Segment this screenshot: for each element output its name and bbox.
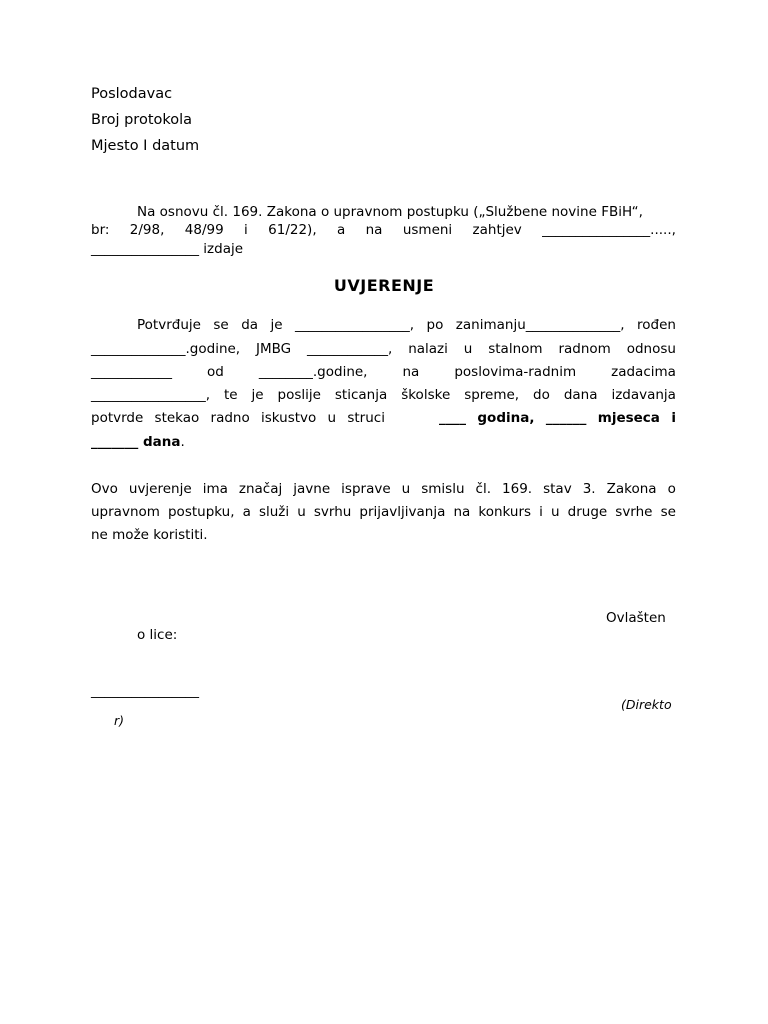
para2-word: a — [242, 504, 251, 520]
body-line-5a — [91, 409, 385, 427]
intro-word: 2/98, — [129, 222, 165, 238]
body-word: po — [426, 317, 444, 333]
signature-line: ________________ — [91, 683, 199, 699]
body-line-1 — [137, 316, 676, 334]
para2-word: javne — [293, 481, 331, 497]
para2-word: prijavljivanja — [359, 504, 446, 520]
body-word: u — [327, 410, 337, 426]
intro-word: zahtjev — [472, 222, 522, 238]
body-word: školske — [401, 387, 451, 403]
body-word: ______________.godine, — [91, 341, 241, 357]
body-word: i — [671, 410, 676, 426]
para2-word: uvjerenje — [128, 481, 192, 497]
director-label-b: r) — [114, 713, 125, 728]
para2-word: upravnom — [91, 504, 160, 520]
body-word: je — [251, 387, 264, 403]
body-word: do — [533, 387, 550, 403]
para2-word: u — [297, 504, 306, 520]
body-line-4 — [91, 386, 676, 404]
body-word: zadacima — [611, 364, 676, 380]
para2-line-2 — [91, 503, 676, 521]
body-line-5b — [439, 409, 676, 427]
para2-word: Ovo — [91, 481, 118, 497]
para2-word: ima — [202, 481, 228, 497]
body-word: se — [213, 317, 229, 333]
para2-line-1 — [91, 480, 676, 498]
body-word: poslovima-radnim — [454, 364, 577, 380]
place-date-label: Mjesto I datum — [91, 138, 200, 154]
para2-word: stav — [543, 481, 572, 497]
director-label-a: (Direkto — [621, 697, 672, 712]
intro-word: usmeni — [402, 222, 453, 238]
para2-word: u — [401, 481, 411, 497]
document-title: UVJERENJE — [333, 276, 435, 295]
intro-word: i — [244, 222, 248, 238]
para2-word: čl. — [475, 481, 492, 497]
protocol-number-label: Broj protokola — [91, 112, 193, 128]
intro-text: Na osnovu čl. 169. Zakona o upravnom postupku („Službene novine FBiH“, — [137, 204, 643, 220]
intro-line-1 — [137, 203, 676, 221]
body-word: nalazi — [408, 341, 448, 357]
para2-word: služi — [258, 504, 290, 520]
body-word: te — [223, 387, 238, 403]
body-word: rođen — [637, 317, 676, 333]
years-blank: ____ — [439, 410, 466, 426]
body-word: radno — [210, 410, 250, 426]
para2-word: i — [539, 504, 543, 520]
para2-word: značaj — [238, 481, 283, 497]
intro-word: br: — [91, 222, 110, 238]
body-word: spreme, — [464, 387, 520, 403]
para2-word: smislu — [421, 481, 465, 497]
body-word: ________.godine, — [258, 364, 368, 380]
body-word: na — [402, 364, 420, 380]
body-line-2 — [91, 340, 676, 358]
body-word: od — [207, 364, 224, 380]
intro-line-3: ________________ izdaje — [91, 241, 244, 257]
intro-word: a — [336, 222, 346, 238]
body-word: dana — [563, 387, 598, 403]
para2-word: Zakona — [606, 481, 657, 497]
para2-word: druge — [567, 504, 608, 520]
body-word: ____________ — [91, 364, 172, 380]
para2-word: u — [551, 504, 560, 520]
body-word: ____________, — [307, 341, 393, 357]
body-word: JMBG — [255, 341, 292, 357]
para2-word: isprave — [341, 481, 391, 497]
body-period: . — [180, 434, 185, 450]
intro-word: na — [365, 222, 383, 238]
para2-word: svrhe — [615, 504, 653, 520]
body-word: struci — [347, 410, 385, 426]
body-word: _________________, — [91, 387, 211, 403]
months-label: mjeseca — [597, 410, 660, 426]
body-word: odnosu — [626, 341, 676, 357]
authorized-person-label-a: Ovlašten — [606, 610, 666, 626]
body-word: _________________, — [295, 317, 415, 333]
para2-word: postupku, — [167, 504, 235, 520]
intro-word: 48/99 — [184, 222, 224, 238]
body-word: izdavanja — [611, 387, 676, 403]
body-word: da — [241, 317, 259, 333]
body-word: radnom — [558, 341, 611, 357]
employer-label: Poslodavac — [91, 86, 173, 102]
body-line-6 — [91, 433, 185, 451]
body-word: Potvrđuje — [137, 317, 201, 333]
body-line-3 — [91, 363, 676, 381]
para2-word: se — [660, 504, 676, 520]
para2-word: na — [453, 504, 471, 520]
body-word: u — [463, 341, 473, 357]
para2-line-3: ne može koristiti. — [91, 527, 208, 543]
body-word: poslije — [277, 387, 321, 403]
body-word: stekao — [154, 410, 200, 426]
body-word: iskustvo — [260, 410, 317, 426]
para2-word: o — [667, 481, 676, 497]
body-word: sticanja — [334, 387, 388, 403]
months-blank: ______ — [545, 410, 587, 426]
para2-word: 169. — [502, 481, 533, 497]
para2-word: konkurs — [478, 504, 532, 520]
years-label: godina, — [477, 410, 535, 426]
body-word: potvrde — [91, 410, 144, 426]
intro-line-2 — [91, 221, 676, 239]
para2-word: svrhu — [313, 504, 352, 520]
para2-word: 3. — [582, 481, 596, 497]
intro-word: ________________....., — [542, 222, 676, 238]
days-field: _______ dana — [91, 434, 181, 450]
authorized-person-label-b: o lice: — [137, 627, 178, 643]
body-word: stalnom — [488, 341, 543, 357]
body-word: je — [270, 317, 283, 333]
body-word: zanimanju______________, — [455, 317, 625, 333]
intro-word: 61/22), — [268, 222, 317, 238]
